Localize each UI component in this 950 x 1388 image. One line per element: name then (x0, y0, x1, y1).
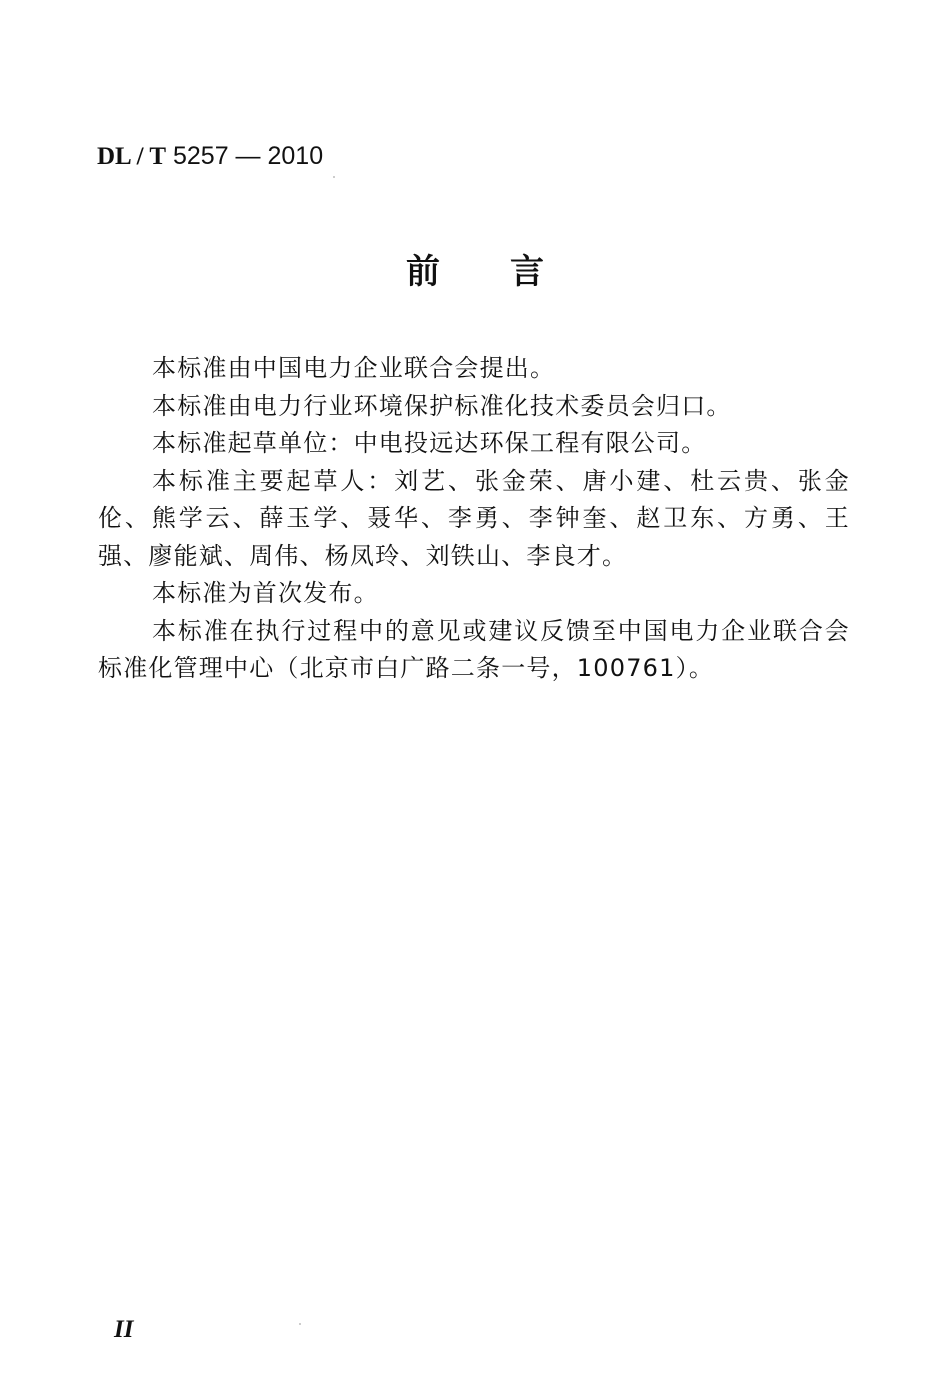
page-number: II (114, 1316, 134, 1343)
standard-code (97, 140, 323, 173)
paragraph-proposer: 本标准由中国电力企业联合会提出。 (152, 354, 556, 382)
paragraph-centralized-management: 本标准由电力行业环境保护标准化技术委员会归口。 (152, 391, 732, 420)
scan-speck (299, 1323, 301, 1325)
paragraph-drafters: 本标准主要起草人：刘艺、张金荣、唐小建、杜云贵、张金伦、熊学云、薛玉学、聂华、李勇、李钟奎、赵卫东、方勇、王强、廖能斌、周伟、杨凤玲、刘铁山、李良才。 (98, 466, 850, 570)
standard-prefix: DL / T (97, 143, 167, 170)
paragraph-first-release: 本标准为首次发布。 (152, 579, 379, 607)
standard-number: 5257 — 2010 (172, 142, 324, 170)
preface-body (98, 350, 850, 688)
paragraph-feedback: 本标准在执行过程中的意见或建议反馈至中国电力企业联合会标准化管理中心（北京市白广路二条一号，100761）。 (98, 616, 850, 682)
scan-speck (333, 176, 335, 178)
page-title: 前言 (406, 252, 614, 292)
paragraph-drafting-organization: 本标准起草单位：中电投远达环保工程有限公司。 (152, 429, 707, 457)
